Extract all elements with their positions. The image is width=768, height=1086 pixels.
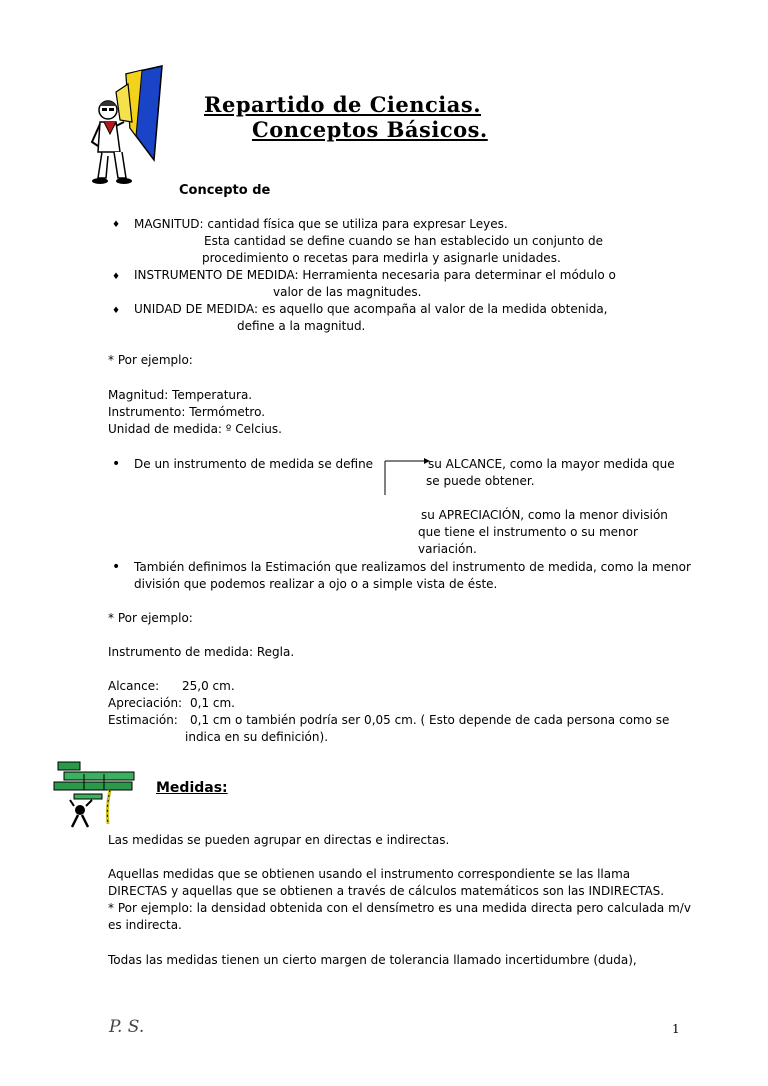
example-2-apreciacion-value: 0,1 cm.: [190, 696, 235, 710]
example-2-alcance-label: Alcance:: [108, 679, 160, 693]
bullet-round-icon: •: [112, 559, 121, 575]
medidas-paragraph-3: Todas las medidas tienen un cierto margen de tolerancia llamado incertidumbre (duda),: [108, 953, 637, 967]
apreciacion-definition-line-2: que tiene el instrumento o su menor: [418, 525, 638, 539]
medidas-paragraph-1: Las medidas se pueden agrupar en directas e indirectas.: [108, 833, 450, 847]
medidas-paragraph-2-line-2: DIRECTAS y aquellas que se obtienen a través de cálculos matemáticos son las INDIRECTAS.: [108, 884, 665, 898]
medidas-paragraph-2-line-3: * Por ejemplo: la densidad obtenida con el densímetro es una medida directa pero calculada m/v: [108, 901, 691, 915]
estimacion-definition-line-1: También definimos la Estimación que realizamos del instrumento de medida, como la menor: [134, 560, 691, 574]
title-line-1: Repartido de Ciencias.: [204, 92, 482, 117]
definition-magnitud-line-2: Esta cantidad se define cuando se han establecido un conjunto de: [204, 234, 603, 248]
example-2-label: * Por ejemplo:: [108, 611, 193, 625]
example-2-instrumento: Instrumento de medida: Regla.: [108, 645, 295, 659]
example-2-estimacion-label: Estimación:: [108, 713, 178, 727]
example-1-label: * Por ejemplo:: [108, 353, 193, 367]
definition-magnitud-line-3: procedimiento o recetas para medirla y asignarle unidades.: [202, 251, 561, 265]
bullet-diamond-icon: ♦: [112, 272, 121, 282]
example-1-unidad: Unidad de medida: º Celcius.: [108, 422, 282, 436]
instrument-defs-lead: De un instrumento de medida se define: [134, 457, 374, 471]
alcance-definition-line-2: se puede obtener.: [426, 474, 535, 488]
definition-instrumento-line-2: valor de las magnitudes.: [273, 285, 422, 299]
definition-unidad-line-1: UNIDAD DE MEDIDA: es aquello que acompaña al valor de la medida obtenida,: [134, 302, 608, 316]
example-1-magnitud: Magnitud: Temperatura.: [108, 388, 253, 402]
megaphone-man-illustration: [86, 64, 168, 188]
footer-initials: P. S.: [109, 1017, 145, 1037]
lifting-bars-illustration: [44, 760, 142, 830]
example-2-estimacion-value-1: 0,1 cm o también podría ser 0,05 cm. ( Esto depende de cada persona como se: [190, 713, 670, 727]
definition-unidad-line-2: define a la magnitud.: [237, 319, 366, 333]
definition-instrumento-line-1: INSTRUMENTO DE MEDIDA: Herramienta necesaria para determinar el módulo o: [134, 268, 616, 282]
example-2-apreciacion-label: Apreciación:: [108, 696, 183, 710]
bullet-diamond-icon: ♦: [112, 220, 121, 230]
estimacion-definition-line-2: división que podemos realizar a ojo o a simple vista de éste.: [134, 577, 498, 591]
medidas-heading: Medidas:: [156, 780, 228, 796]
section-heading: Concepto de: [179, 183, 271, 198]
medidas-paragraph-2-line-1: Aquellas medidas que se obtienen usando el instrumento correspondiente se las llama: [108, 867, 631, 881]
example-2-alcance-value: 25,0 cm.: [182, 679, 235, 693]
bullet-round-icon: •: [112, 456, 121, 472]
definition-magnitud-line-1: MAGNITUD: cantidad física que se utiliza para expresar Leyes.: [134, 217, 508, 231]
bullet-diamond-icon: ♦: [112, 306, 121, 316]
example-1-instrumento: Instrumento: Termómetro.: [108, 405, 266, 419]
medidas-paragraph-2-line-4: es indirecta.: [108, 918, 182, 932]
apreciacion-definition-line-3: variación.: [418, 542, 477, 556]
title-line-2: Conceptos Básicos.: [252, 117, 488, 142]
alcance-definition-line-1: su ALCANCE, como la mayor medida que: [428, 457, 675, 471]
apreciacion-definition-line-1: su APRECIACIÓN, como la menor división: [421, 508, 668, 522]
example-2-estimacion-value-2: indica en su definición).: [185, 730, 329, 744]
page-number: 1: [672, 1022, 680, 1036]
